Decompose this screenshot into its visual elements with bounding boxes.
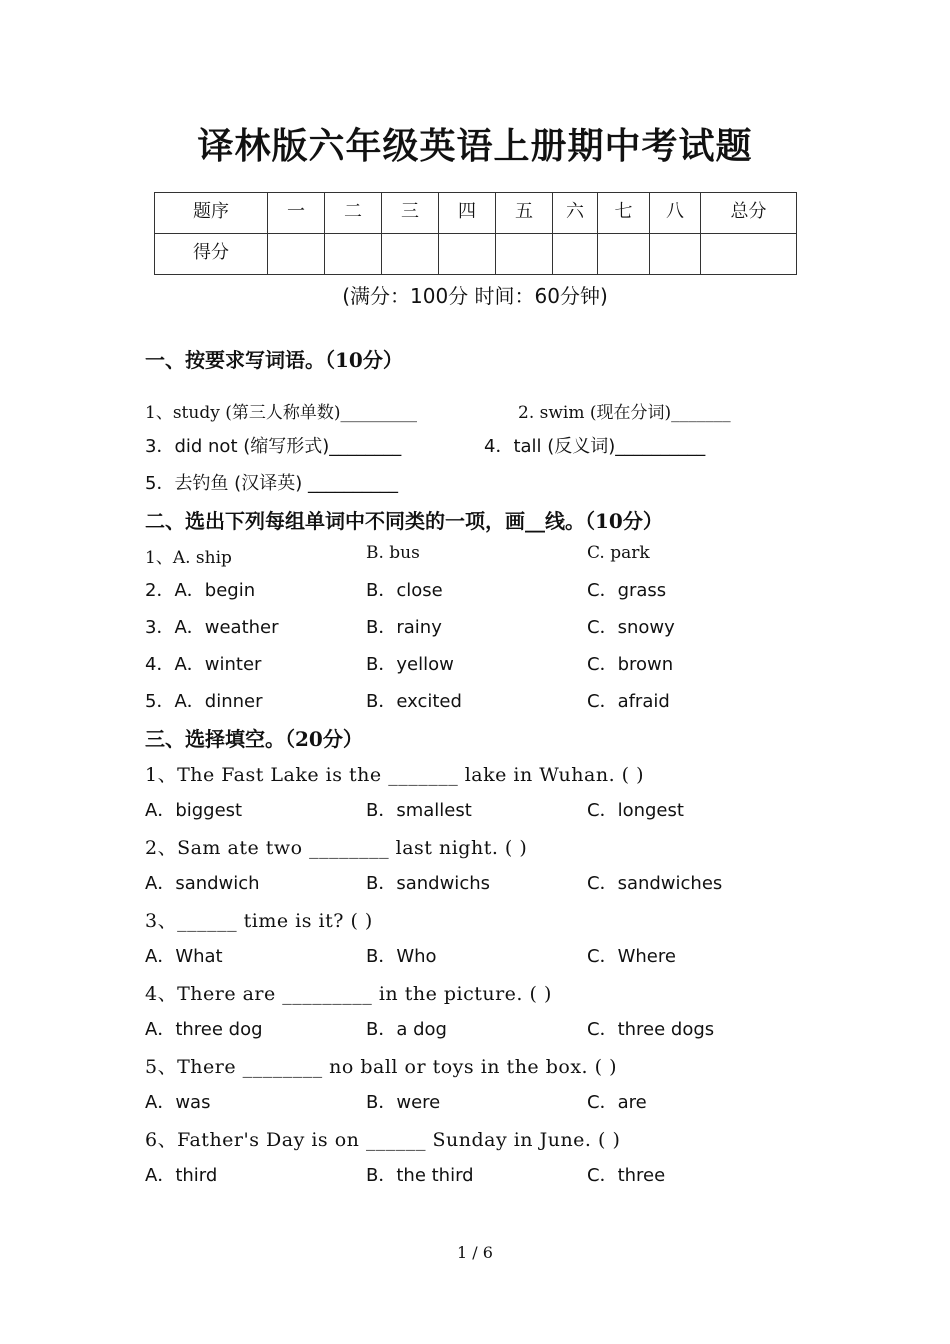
score-header-cell: 八 [650,193,701,234]
score-header-cell: 五 [496,193,553,234]
section2-option-a: 2．A．begin [145,580,256,601]
section2-option-c: C．afraid [587,691,670,712]
section3-option-c: C．three [587,1165,666,1186]
section2-option-b: B．yellow [366,654,454,675]
score-header-cell: 三 [382,193,439,234]
score-cell[interactable] [439,234,496,275]
section2-heading: 二、选出下列每组单词中不同类的一项，画__线。（10分） [145,509,663,533]
section3-option-c: C．Where [587,946,676,967]
section3-option-a: A．sandwich [145,873,260,894]
section3-option-c: C．are [587,1092,647,1113]
section3-option-b: B．a dog [366,1019,447,1040]
score-header-cell: 一 [268,193,325,234]
section3-option-a: A．What [145,946,223,967]
section2-option-a: 3．A．weather [145,617,279,638]
score-header-cell: 六 [553,193,598,234]
score-cell[interactable] [553,234,598,275]
score-cell[interactable] [496,234,553,275]
section2-option-c: C. park [587,543,650,563]
section3-question: 5、There ________ no ball or toys in the box. ( ) [145,1056,617,1078]
score-cell[interactable] [701,234,797,275]
section2-option-a: 4．A．winter [145,654,262,675]
page-title: 译林版六年级英语上册期中考试题 [197,125,753,167]
section3-option-c: C．three dogs [587,1019,715,1040]
score-row-label: 得分 [155,234,268,275]
section1-heading: 一、按要求写词语。（10分） [145,348,403,372]
section3-question: 2、Sam ate two ________ last night. ( ) [145,837,528,859]
score-table [154,192,797,275]
section2-option-a: 1、A. ship [145,548,232,568]
section3-option-b: B．smallest [366,800,472,821]
score-header-cell: 七 [598,193,650,234]
score-cell[interactable] [598,234,650,275]
section3-question: 6、Father's Day is on ______ Sunday in June. ( ) [145,1129,621,1151]
section2-option-a: 5．A．dinner [145,691,263,712]
section3-option-c: C．sandwiches [587,873,723,894]
section1-question-3: 3．did not (缩写形式)________ [145,436,402,457]
score-header-cell: 二 [325,193,382,234]
section2-option-c: C．brown [587,654,674,675]
section2-option-c: C．snowy [587,617,675,638]
section1-question-4: 4．tall (反义词)__________ [484,436,706,457]
section2-option-b: B．close [366,580,443,601]
section3-option-a: A．three dog [145,1019,263,1040]
section2-option-c: C．grass [587,580,667,601]
section3-option-b: B．the third [366,1165,474,1186]
score-table-score-row [155,234,797,275]
section1-question-5: 5．去钓鱼 (汉译英) __________ [145,473,398,494]
score-header-cell: 题序 [155,193,268,234]
section1-question-2: 2. swim (现在分词)_______ [518,403,731,423]
section3-question: 3、______ time is it? ( ) [145,910,373,932]
page-number: 1 / 6 [457,1243,493,1262]
section3-heading: 三、选择填空。（20分） [145,727,363,751]
section3-option-c: C．longest [587,800,684,821]
score-table-header-row [155,193,797,234]
section2-option-b: B．excited [366,691,462,712]
section3-option-a: A．biggest [145,800,243,821]
score-cell[interactable] [650,234,701,275]
section3-option-a: A．third [145,1165,218,1186]
section3-question: 4、There are _________ in the picture. ( ) [145,983,552,1005]
score-cell[interactable] [268,234,325,275]
score-cell[interactable] [382,234,439,275]
exam-subtitle: (满分：100分 时间：60分钟) [342,284,608,308]
section1-question-1: 1、study (第三人称单数)_________ [145,403,417,423]
section3-question: 1、The Fast Lake is the _______ lake in Wuhan. ( ) [145,764,645,786]
score-header-cell: 总分 [701,193,797,234]
section2-option-b: B. bus [366,543,420,563]
score-cell[interactable] [325,234,382,275]
section3-option-b: B．sandwichs [366,873,490,894]
section3-option-a: A．was [145,1092,211,1113]
section3-option-b: B．Who [366,946,437,967]
section3-option-b: B．were [366,1092,441,1113]
section2-option-b: B．rainy [366,617,442,638]
score-header-cell: 四 [439,193,496,234]
